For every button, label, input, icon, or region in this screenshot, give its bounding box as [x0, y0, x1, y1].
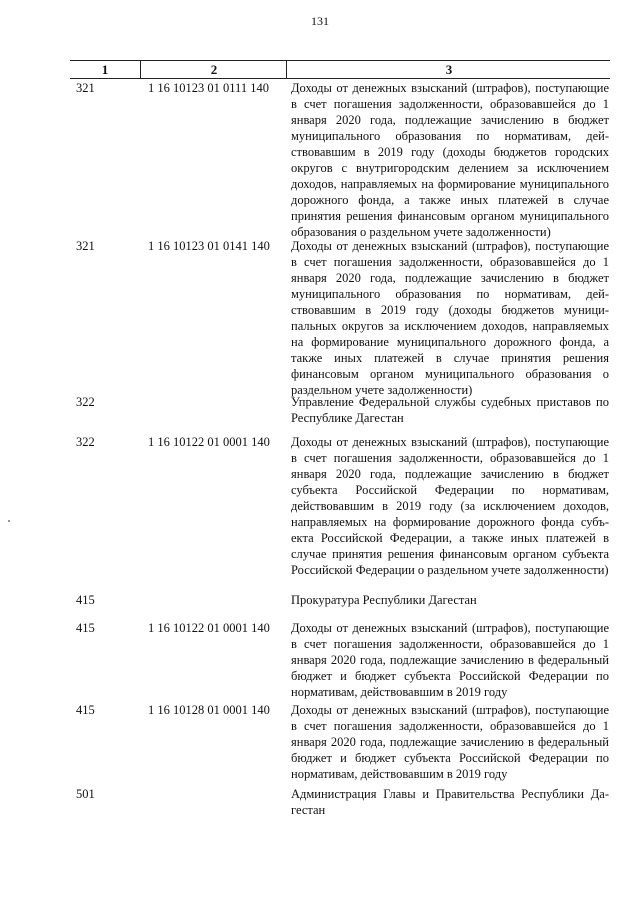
admin-code: 322: [76, 395, 95, 409]
revenue-description: Доходы от денежных взысканий (штрафов), поступающие в счет погашения задолженности, образовавшейся до 1 января 2020 года, подлежащие зачислению в федеральный бюджет и бюджет субъекта Российской Федерации по нормативам, действовавшим в 2019 году: [291, 703, 609, 781]
admin-code: 415: [76, 703, 95, 717]
column-header-3: 3: [286, 61, 611, 78]
column-header-2: 2: [140, 61, 287, 78]
column-header-1: 1: [101, 62, 109, 77]
administrator-name: Управление Федеральной службы судебных приставов по Республике Дагестан: [291, 395, 609, 425]
admin-code: 322: [76, 435, 95, 449]
admin-code: 415: [76, 621, 95, 635]
revenue-code: 1 16 10123 01 0141 140: [148, 239, 270, 253]
revenue-code: 1 16 10128 01 0001 140: [148, 703, 270, 717]
admin-code: 321: [76, 239, 95, 253]
administrator-name: Администрация Главы и Правительства Республики Дагестан: [291, 787, 609, 817]
scan-mark: [8, 520, 10, 522]
admin-code: 321: [76, 81, 95, 95]
revenue-description: Доходы от денежных взысканий (штрафов), поступающие в счет погашения задолженности, образовавшейся до 1 января 2020 года, подлежащие зачислению в бюджет муниципального образования по нормативам, действовавшим в 2019 году (доходы бюджетов городских округов с внутригородским делением за исключением доходов, направляемых на формирование муниципального дорожного фонда, а также иных платежей в случае принятия решения финансовым органом муниципального образования о раздельном учете задолженности): [291, 81, 609, 239]
page-number: 131: [311, 14, 329, 28]
revenue-code: 1 16 10122 01 0001 140: [148, 621, 270, 635]
revenue-code: 1 16 10123 01 0111 140: [148, 81, 269, 95]
admin-code: 415: [76, 593, 95, 607]
revenue-code: 1 16 10122 01 0001 140: [148, 435, 270, 449]
admin-code: 501: [76, 787, 95, 801]
revenue-description: Доходы от денежных взысканий (штрафов), поступающие в счет погашения задолженности, образовавшейся до 1 января 2020 года, подлежащие зачислению в бюджет субъекта Российской Федерации по нормативам, действовавшим в 2019 году (за исключением доходов, направляемых на формирование дорожного фонда субъекта Российской Федерации, а также иных платежей в случае принятия решения финансовым органом субъекта Российской Федерации о раздельном учете задолженности): [291, 435, 609, 577]
revenue-description: Доходы от денежных взысканий (штрафов), поступающие в счет погашения задолженности, образовавшейся до 1 января 2020 года, подлежащие зачислению в федеральный бюджет и бюджет субъекта Российской Федерации по нормативам, действовавшим в 2019 году: [291, 621, 609, 699]
table-header-row: [70, 60, 610, 79]
revenue-description: Доходы от денежных взысканий (штрафов), поступающие в счет погашения задолженности, образовавшейся до 1 января 2020 года, подлежащие зачислению в бюджет муниципального образования по нормативам, действовавшим в 2019 году (доходы бюджетов муниципальных округов за исключением доходов, направляемых на формирование муниципального дорожного фонда, а также иных платежей в случае принятия решения финансовым органом муниципального образования о раздельном учете задолженности): [291, 239, 609, 397]
administrator-name: Прокуратура Республики Дагестан: [291, 593, 477, 607]
